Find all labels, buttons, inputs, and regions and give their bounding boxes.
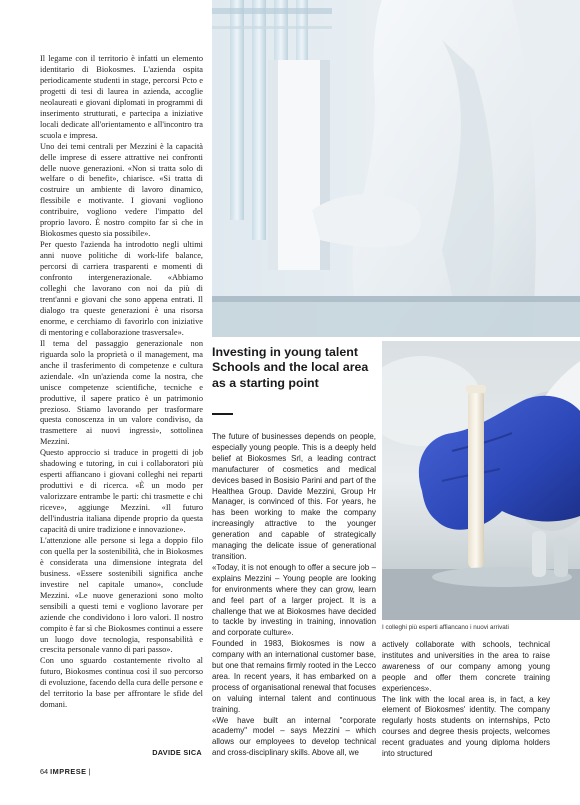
gloved-hand-illustration	[382, 341, 580, 620]
paragraph: The link with the local area is, in fact, a key element of Biokosmes' identity. The company regularly hosts students on internships, Pcto courses and degree thesis projects, welcomes recent graduates and young diploma holders into structured	[382, 694, 550, 759]
paragraph: Per questo l'azienda ha introdotto negli ultimi anni nuove politiche di work-life balance, percorsi di carriera trasparenti e momenti di confronto intergenerazionale. «Abbiamo colleghi che lavorano con noi da più di trent'anni e giovani che sono appena entrati. Il dialogo tra queste generazioni è una risorsa enorme, e cerchiamo di favorirlo con iniziative di mentoring e collaborazione trasversale».	[40, 240, 203, 337]
paragraph: Founded in 1983, Biokosmes is now a company with an international customer base, but one that remains firmly rooted in the Lecco area. In recent years, it has embarked on a process of organisational renewal that focuses on valuing internal talent and continuous training.	[212, 639, 376, 714]
lab-photo-top	[212, 0, 580, 337]
paragraph: actively collaborate with schools, technical institutes and universities in the area to raise awareness of our company among young people and offer them concrete training experiences».	[382, 640, 550, 693]
lab-worker-illustration	[212, 0, 580, 337]
paragraph: Con uno sguardo costantemente rivolto al futuro, Biokosmes continua così il suo percorso di evoluzione, facendo della cura delle persone e del territorio la base per affrontare le sfide del domani.	[40, 656, 203, 710]
author-signature: DAVIDE SICA	[152, 748, 202, 757]
paragraph: The future of businesses depends on people, especially young people. This is a deeply held belief at Biokosmes Srl, a leading contract manufacturer of cosmetics and medical devices based in Bosisio Parini and part of the Healthea Group. Davide Mezzini, Group Hr Manager, is convinced of this. For years, he has been working to make the company increasingly attractive to the younger generation and capable of strategically managing the delicate issue of generational transition.	[212, 432, 376, 561]
page-number: 64	[40, 767, 49, 776]
page-footer	[40, 767, 90, 776]
headline-divider	[212, 413, 233, 415]
magazine-name: IMPRESE	[50, 767, 87, 776]
paragraph: Questo approccio si traduce in progetti di job shadowing e tutoring, in cui i collaboratori più esperti affiancano i giovani colleghi nei reparti produttivi e di ricerca. «È un modo per valorizzare entrambe le parti: chi trasmette e chi riceve», aggiunge Mezzini. «Il futuro dell'industria italiana dipende proprio da questa capacità di unire tradizione e innovazione».	[40, 448, 203, 534]
paragraph: «We have built an internal "corporate academy" model – says Mezzini – which allows our employees to develop technical and cross-disciplinary skills. Above all, we	[212, 715, 376, 758]
article-headline: Investing in young talent Schools and the local area as a starting point	[212, 345, 369, 390]
paragraph: L'attenzione alle persone si lega a doppio filo con quella per la sostenibilità, che in Biokosmes è considerata una dimensione integrata del business. «Essere sostenibili significa anche investire nel capitale umano», conclude Mezzini. «Le nuove generazioni sono molto sensibili a questi temi e vogliono lavorare per aziende che condividono i loro valori. Il nostro compito è far sì che Biokosmes continui a essere un luogo dove tecnologia, responsabilità e crescita personale vanno di pari passo».	[40, 535, 203, 655]
paragraph: Il tema del passaggio generazionale non riguarda solo la proprietà o il management, ma anche il trasferimento di competenze e cultura aziendale. «In un'azienda come la nostra, che unisce competenze scientifiche, tecniche e produttive, il sapere pratico è un patrimonio prezioso. Stiamo lavorando per trasformare questa conoscenza in un valore condiviso, da trasmettere ai nuovi ingressi», sottolinea Mezzini.	[40, 338, 203, 447]
english-article-column-1	[212, 432, 376, 759]
footer-separator: |	[88, 767, 91, 776]
lab-photo-gloved-hand	[382, 341, 580, 620]
paragraph: «Today, it is not enough to offer a secure job – explains Mezzini – Young people are looking for environments where they can grow, learn and feel part of a larger project. It is a challenge that we at Biokosmes have decided to tackle by investing in training, innovation and corporate culture».	[212, 562, 376, 638]
paragraph: Il legame con il territorio è infatti un elemento identitario di Biokosmes. L'azienda ospita periodicamente studenti in stage, percorsi Pcto e progetti di tesi di laurea in azienda, accoglie neolaureati e giovani diplomati in programmi di inserimento strutturati, e partecipa a iniziative locali dedicate all'orientamento e all'incontro tra scuola e impresa.	[40, 54, 203, 140]
photo-caption: I colleghi più esperti affiancano i nuovi arrivati	[382, 624, 509, 631]
italian-article-column	[40, 54, 203, 711]
paragraph: Uno dei temi centrali per Mezzini è la capacità delle imprese di essere attrattive nei confronti delle nuove generazioni. «Non si tratta solo di welfare o di benefit», chiarisce. «Si tratta di costruire un ambiente di lavoro dinamico, flessibile e motivante. I giovani vogliono contribuire, vogliono vedere l'impatto del proprio lavoro. È nostro compito far sì che in Biokosmes questo sia possibile».	[40, 141, 203, 239]
english-article-column-2	[382, 640, 550, 760]
